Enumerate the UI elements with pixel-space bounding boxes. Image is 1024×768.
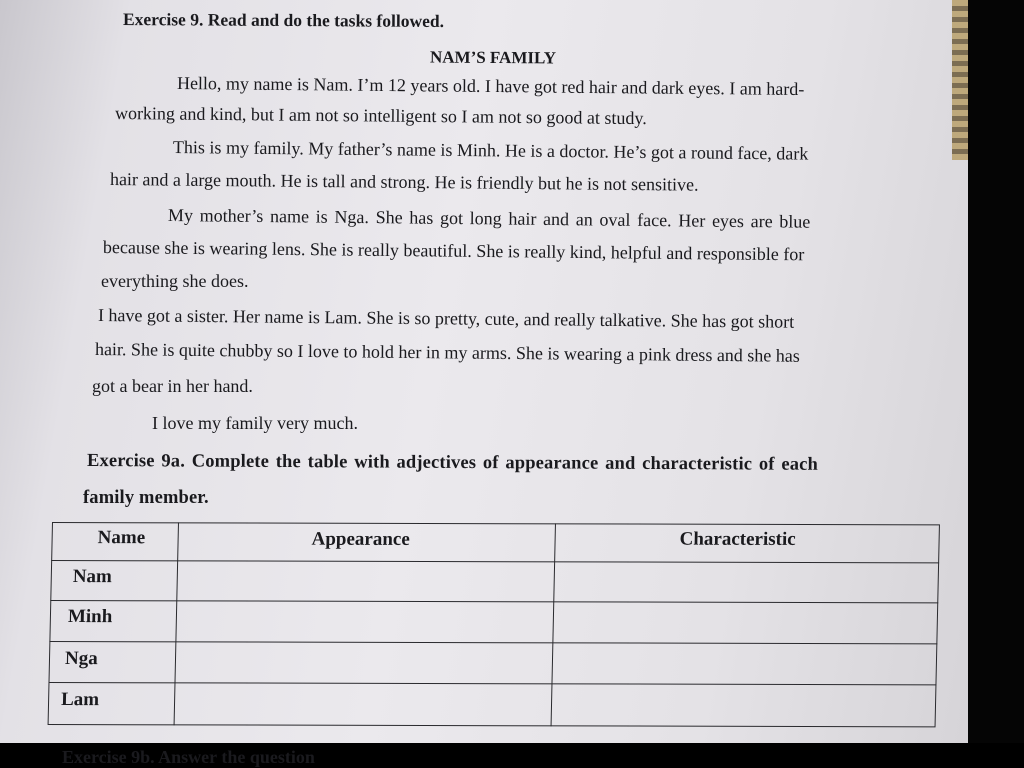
passage-line: My mother’s name is Nga. She has got long hair and an oval face. Her eyes are blue xyxy=(167,205,811,232)
exercise-heading: Exercise 9. Read and do the tasks followed. xyxy=(122,9,445,31)
table-header-appearance: Appearance xyxy=(311,528,411,550)
passage-line: everything she does. xyxy=(101,271,249,291)
passage-title: NAM’S FAMILY xyxy=(429,47,557,68)
passage-line: hair and a large mouth. He is tall and strong. He is friendly but he is not sensitive. xyxy=(109,169,699,195)
passage-line: Hello, my name is Nam. I’m 12 years old. I have got red hair and dark eyes. I am hard- xyxy=(176,73,805,100)
exercise-9a-instruction-cont: family member. xyxy=(83,488,209,508)
table-border xyxy=(48,522,940,727)
passage-line: got a bear in her hand. xyxy=(92,376,253,396)
table-header-name: Name xyxy=(97,527,146,549)
table-row-name: Nam xyxy=(72,566,113,588)
passage-line: I love my family very much. xyxy=(152,413,358,433)
family-table xyxy=(48,522,940,727)
table-header-characteristic: Characteristic xyxy=(679,528,796,550)
passage-line: I have got a sister. Her name is Lam. She is so pretty, cute, and really talkative. She has got short xyxy=(97,305,795,332)
passage-line: hair. She is quite chubby so I love to hold her in my arms. She is wearing a pink dress and she has xyxy=(94,339,800,366)
passage-line: working and kind, but I am not so intelligent so I am not so good at study. xyxy=(114,103,647,129)
table-row-name: Lam xyxy=(60,689,100,711)
exercise-9a-instruction: Exercise 9a. Complete the table with adjectives of appearance and characteristic of each xyxy=(86,451,819,475)
passage-line: This is my family. My father’s name is Minh. He is a doctor. He’s got a round face, dark xyxy=(172,137,809,164)
table-row-name: Minh xyxy=(67,606,113,628)
exercise-9b-heading-cut-off: Exercise 9b. Answer the question xyxy=(62,747,315,767)
passage-line: because she is wearing lens. She is really beautiful. She is really kind, helpful and responsible for xyxy=(102,237,805,265)
table-row-name: Nga xyxy=(64,648,98,670)
binder-edge xyxy=(952,0,968,160)
